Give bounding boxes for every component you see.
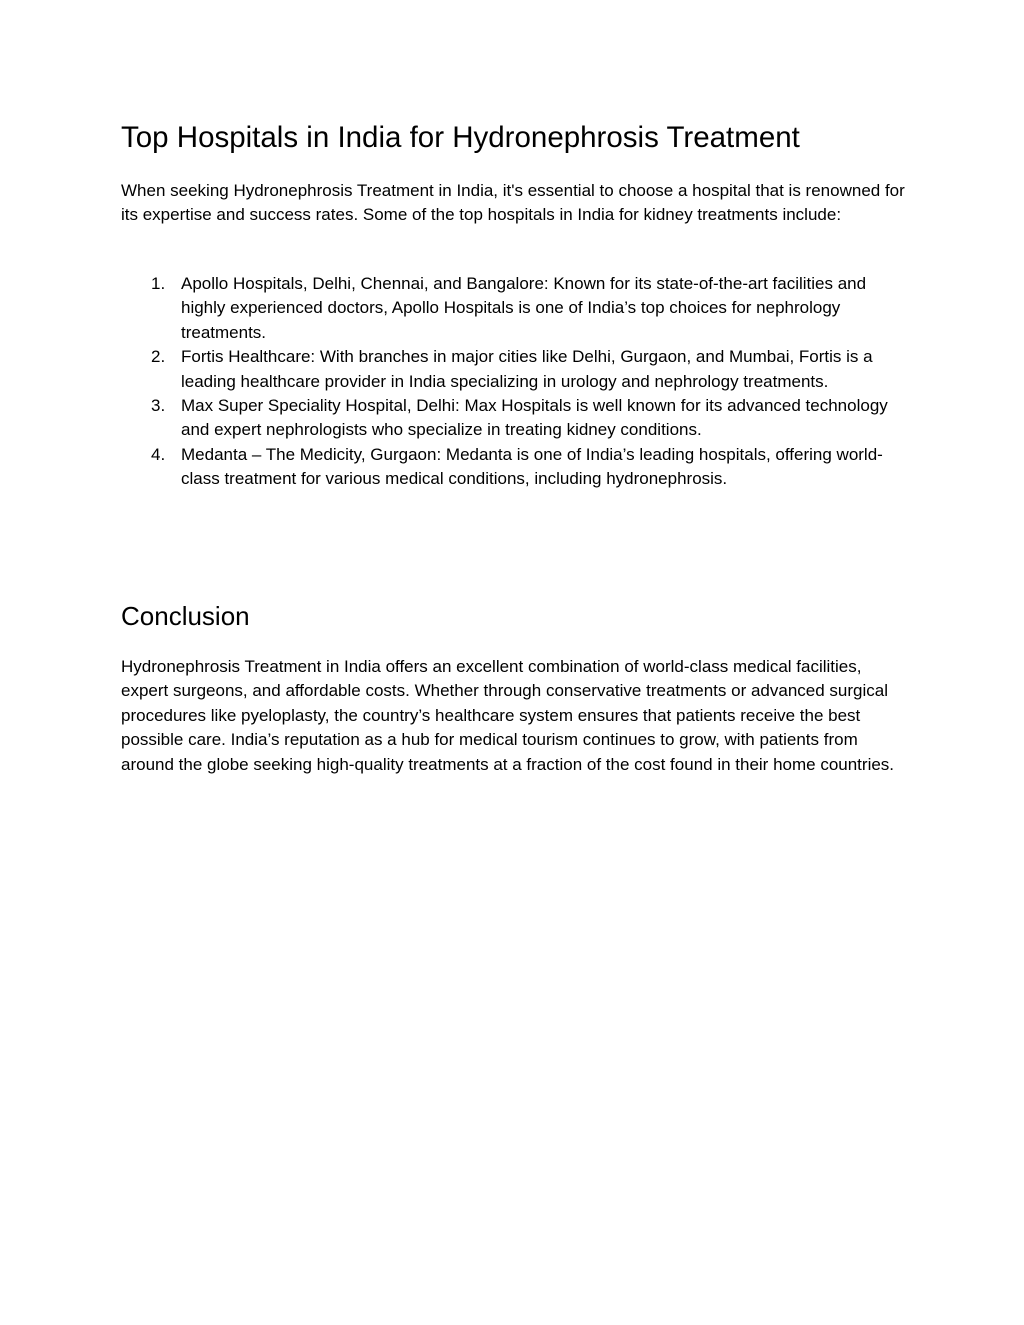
conclusion-paragraph: Hydronephrosis Treatment in India offers an excellent combination of world-class medical facilities, expert surgeons, and affordable costs. Whether through conservative treatments or advanced surgical procedures like pyeloplasty, the country’s healthcare system ensures that patients receive the best possible care. India’s reputation as a hub for medical tourism continues to grow, with patients from around the globe seeking high-quality treatments at a fraction of the cost found in their home countries. <box>121 657 895 774</box>
list-item-number: 4. <box>151 444 166 464</box>
list-item <box>121 394 911 443</box>
list-item-text: Fortis Healthcare: With branches in major cities like Delhi, Gurgaon, and Mumbai, Fortis is a leading healthcare provider in India specializing in urology and nephrology treatments. <box>181 347 873 391</box>
list-item-text: Max Super Speciality Hospital, Delhi: Max Hospitals is well known for its advanced technology and expert nephrologists who specialize in treating kidney conditions. <box>181 396 888 440</box>
hospital-list <box>121 272 911 492</box>
list-item-text: Apollo Hospitals, Delhi, Chennai, and Bangalore: Known for its state-of-the-art facilities and highly experienced doctors, Apollo Hospitals is one of India’s top choices for nephrology treatments. <box>181 274 867 342</box>
list-item-number: 2. <box>151 347 166 367</box>
section-heading-conclusion: Conclusion <box>121 601 250 631</box>
list-item-number: 1. <box>151 274 166 293</box>
list-item-text: Medanta – The Medicity, Gurgaon: Medanta is one of India’s leading hospitals, offering world-class treatment for various medical conditions, including hydronephrosis. <box>181 444 883 489</box>
section-heading-top-hospitals: Top Hospitals in India for Hydronephrosis Treatment <box>121 121 800 154</box>
intro-paragraph: When seeking Hydronephrosis Treatment in India, it's essential to choose a hospital that is renowned for its expertise and success rates. Some of the top hospitals in India for kidney treatments include: <box>121 181 905 225</box>
list-item <box>121 345 911 394</box>
list-item-number: 3. <box>151 396 166 416</box>
list-item <box>121 272 911 345</box>
list-item <box>121 443 911 492</box>
